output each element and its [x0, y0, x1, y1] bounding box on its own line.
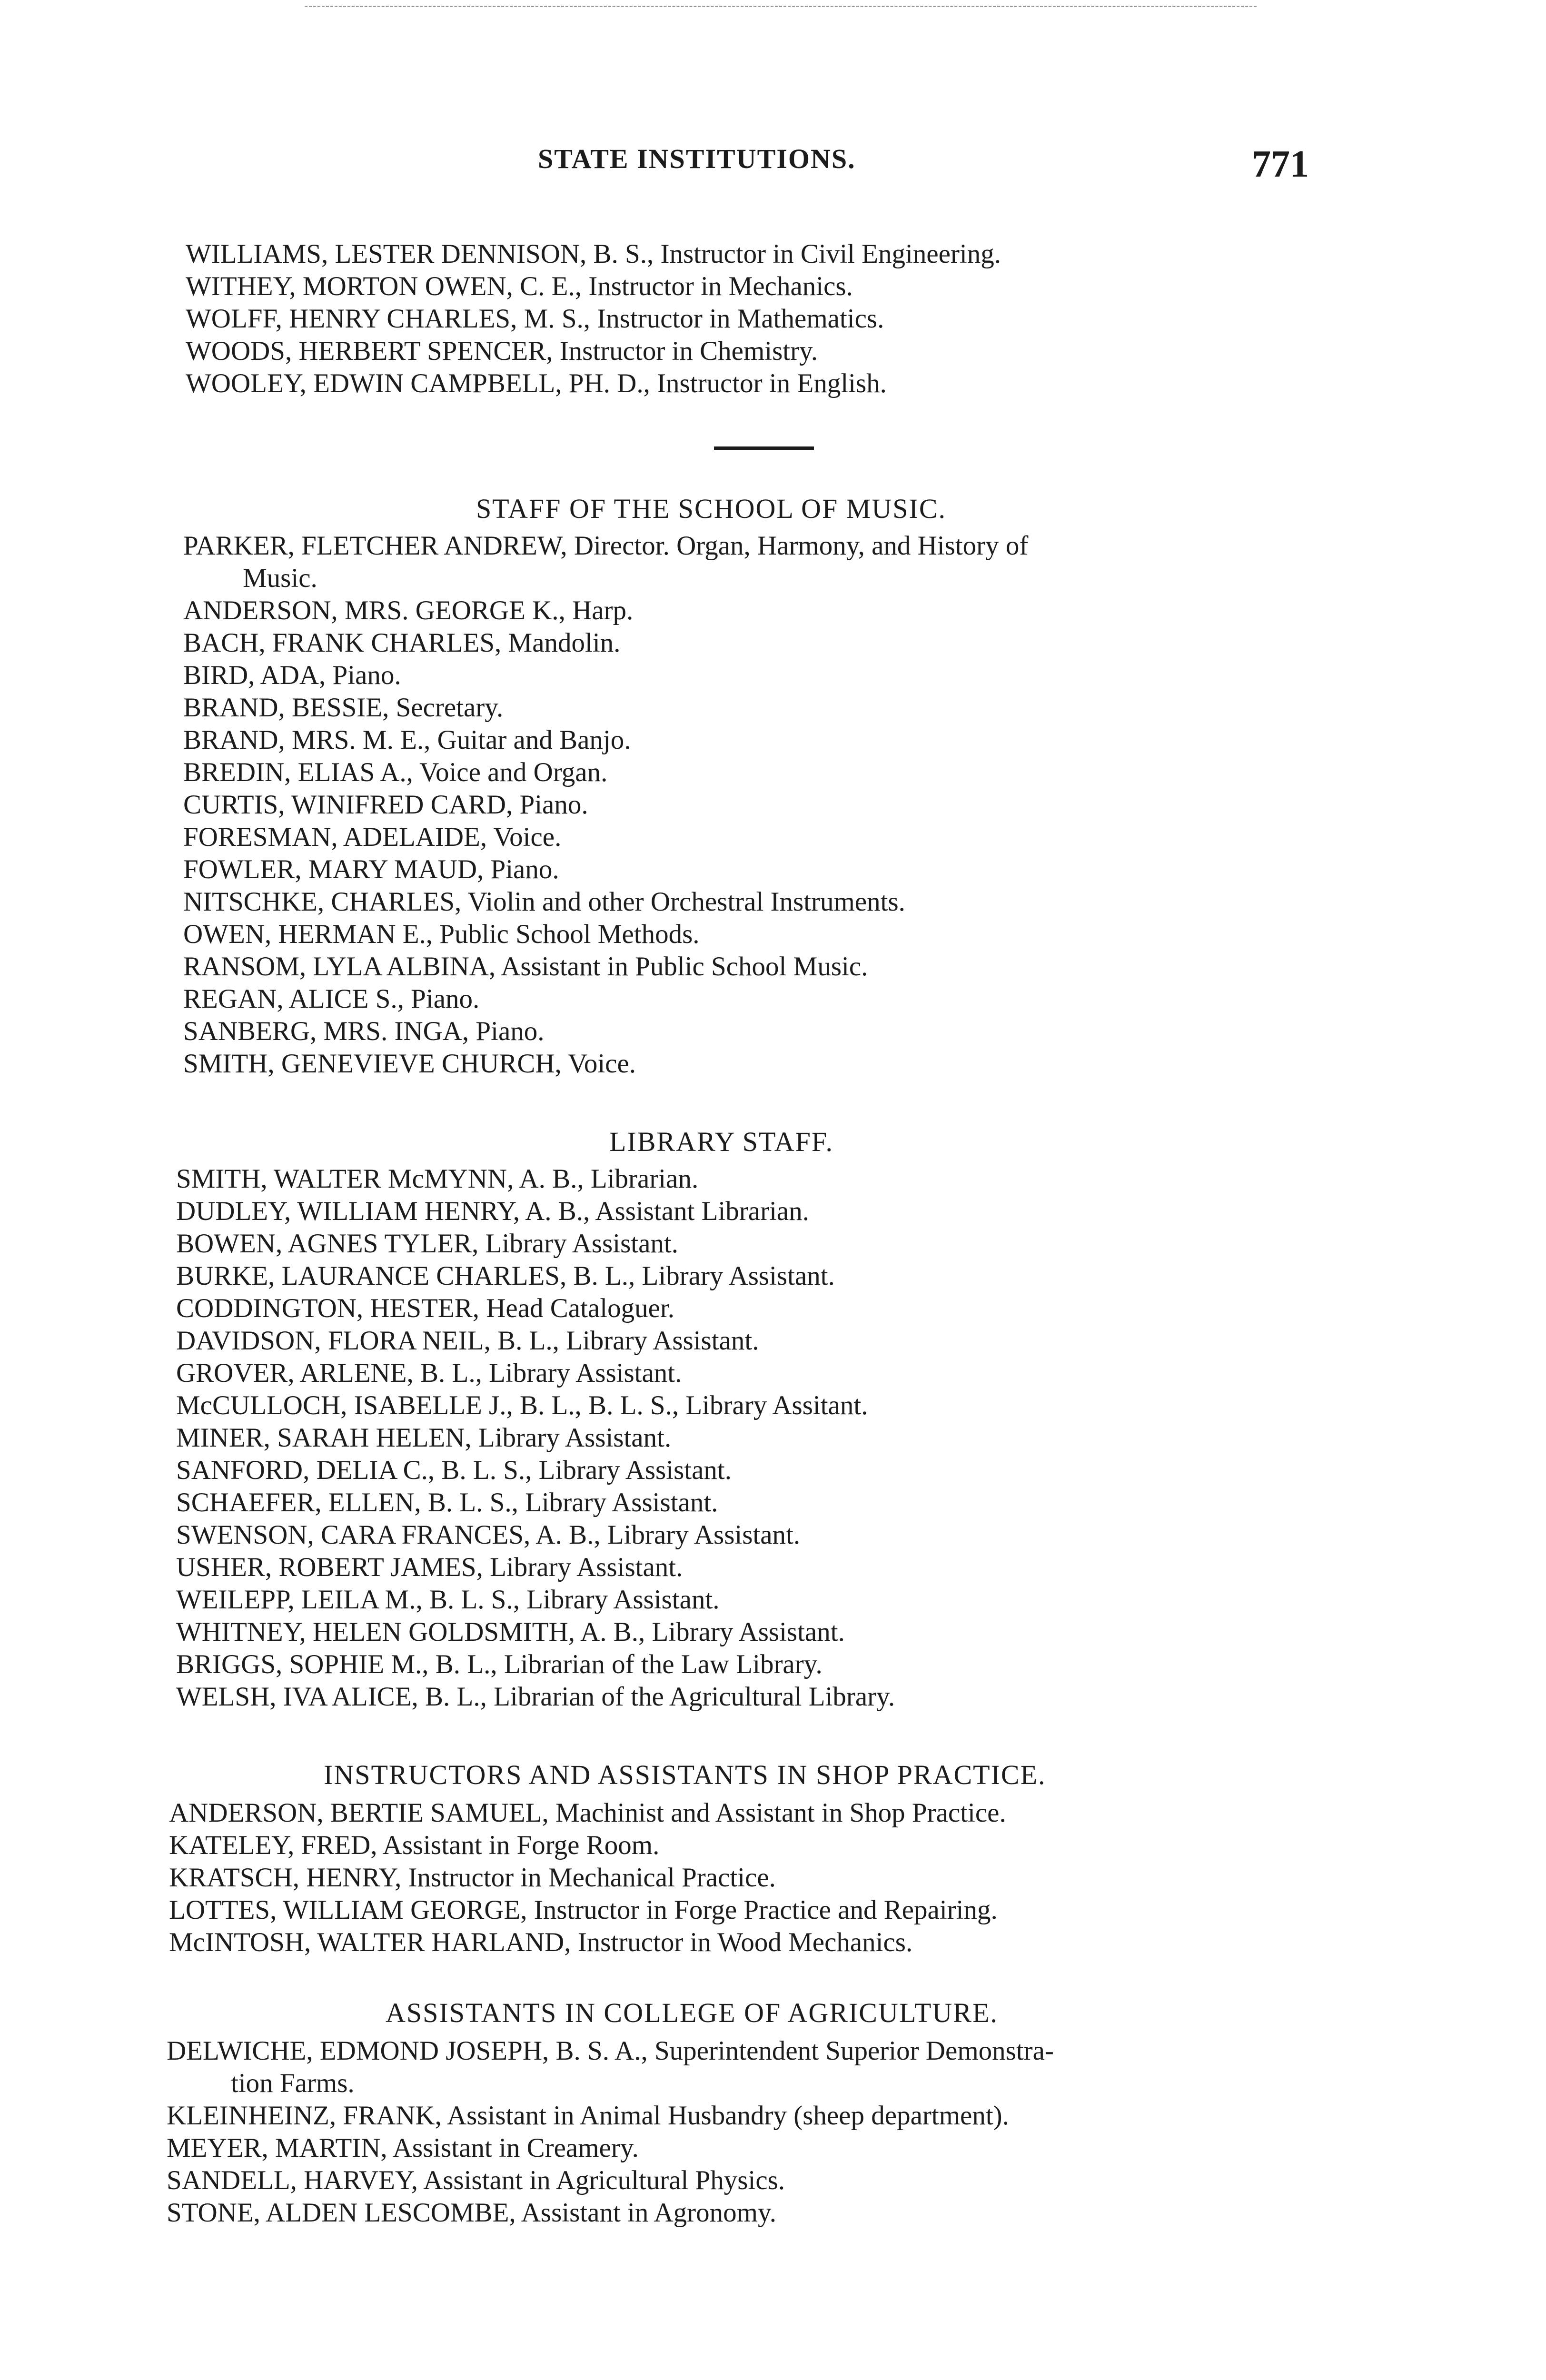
list-item: SANFORD, DELIA C., B. L. S., Library Assistant.: [176, 1455, 732, 1485]
list-item: BURKE, LAURANCE CHARLES, B. L., Library Assistant.: [176, 1261, 835, 1291]
list-item: NITSCHKE, CHARLES, Violin and other Orchestral Instruments.: [183, 887, 905, 917]
list-item: DAVIDSON, FLORA NEIL, B. L., Library Assistant.: [176, 1326, 759, 1356]
list-item: KLEINHEINZ, FRANK, Assistant in Animal Husbandry (sheep department).: [167, 2101, 1009, 2131]
list-item: McCULLOCH, ISABELLE J., B. L., B. L. S., Library Assitant.: [176, 1390, 868, 1420]
list-item: WITHEY, MORTON OWEN, C. E., Instructor in Mechanics.: [186, 271, 853, 301]
list-item: BRIGGS, SOPHIE M., B. L., Librarian of the Law Library.: [176, 1649, 823, 1679]
list-item: DELWICHE, EDMOND JOSEPH, B. S. A., Superintendent Superior Demonstra-: [167, 2036, 1054, 2066]
list-item: SMITH, GENEVIEVE CHURCH, Voice.: [183, 1049, 636, 1079]
list-item: ANDERSON, MRS. GEORGE K., Harp.: [183, 595, 634, 625]
list-item: WHITNEY, HELEN GOLDSMITH, A. B., Library Assistant.: [176, 1617, 845, 1647]
list-item: RANSOM, LYLA ALBINA, Assistant in Public School Music.: [183, 952, 868, 982]
agriculture-section-heading: ASSISTANTS IN COLLEGE OF AGRICULTURE.: [386, 1997, 998, 2028]
shop-section-heading: INSTRUCTORS AND ASSISTANTS IN SHOP PRACTICE.: [324, 1759, 1046, 1790]
page-top-rule: [305, 6, 1257, 7]
list-item: ANDERSON, BERTIE SAMUEL, Machinist and Assistant in Shop Practice.: [169, 1798, 1006, 1828]
list-item: FORESMAN, ADELAIDE, Voice.: [183, 822, 562, 852]
list-item: BRAND, MRS. M. E., Guitar and Banjo.: [183, 725, 631, 755]
list-item: SMITH, WALTER McMYNN, A. B., Librarian.: [176, 1164, 699, 1194]
list-item: WILLIAMS, LESTER DENNISON, B. S., Instructor in Civil Engineering.: [186, 239, 1001, 269]
list-item: CODDINGTON, HESTER, Head Cataloguer.: [176, 1293, 674, 1323]
list-item: WEILEPP, LEILA M., B. L. S., Library Assistant.: [176, 1585, 720, 1615]
library-section-heading: LIBRARY STAFF.: [609, 1126, 834, 1157]
list-item: SANDELL, HARVEY, Assistant in Agricultural Physics.: [167, 2165, 785, 2195]
running-head: STATE INSTITUTIONS.: [538, 143, 856, 174]
list-item: MEYER, MARTIN, Assistant in Creamery.: [167, 2133, 639, 2163]
list-item: McINTOSH, WALTER HARLAND, Instructor in Wood Mechanics.: [169, 1927, 913, 1957]
list-item: BOWEN, AGNES TYLER, Library Assistant.: [176, 1229, 678, 1259]
list-item: DUDLEY, WILLIAM HENRY, A. B., Assistant Librarian.: [176, 1196, 809, 1226]
list-item-continuation: Music.: [243, 563, 317, 593]
list-item: WELSH, IVA ALICE, B. L., Librarian of the Agricultural Library.: [176, 1682, 895, 1712]
list-item: OWEN, HERMAN E., Public School Methods.: [183, 919, 700, 949]
list-item: WOLFF, HENRY CHARLES, M. S., Instructor in Mathematics.: [186, 304, 884, 334]
list-item: SWENSON, CARA FRANCES, A. B., Library Assistant.: [176, 1520, 801, 1550]
list-item: LOTTES, WILLIAM GEORGE, Instructor in Forge Practice and Repairing.: [169, 1895, 998, 1925]
list-item: KATELEY, FRED, Assistant in Forge Room.: [169, 1830, 660, 1860]
list-item: WOOLEY, EDWIN CAMPBELL, PH. D., Instructor in English.: [186, 368, 887, 398]
list-item: SANBERG, MRS. INGA, Piano.: [183, 1016, 545, 1046]
list-item: FOWLER, MARY MAUD, Piano.: [183, 854, 559, 884]
list-item: BRAND, BESSIE, Secretary.: [183, 693, 504, 723]
section-divider: [714, 446, 814, 450]
list-item: PARKER, FLETCHER ANDREW, Director. Organ, Harmony, and History of: [183, 531, 1029, 561]
list-item: BACH, FRANK CHARLES, Mandolin.: [183, 628, 621, 658]
list-item: KRATSCH, HENRY, Instructor in Mechanical Practice.: [169, 1863, 776, 1893]
list-item: WOODS, HERBERT SPENCER, Instructor in Chemistry.: [186, 336, 818, 366]
list-item: MINER, SARAH HELEN, Library Assistant.: [176, 1423, 672, 1453]
list-item: CURTIS, WINIFRED CARD, Piano.: [183, 790, 588, 820]
page-number: 771: [1252, 143, 1309, 185]
list-item: STONE, ALDEN LESCOMBE, Assistant in Agronomy.: [167, 2198, 776, 2228]
list-item: GROVER, ARLENE, B. L., Library Assistant.: [176, 1358, 682, 1388]
music-section-heading: STAFF OF THE SCHOOL OF MUSIC.: [476, 493, 947, 524]
list-item: REGAN, ALICE S., Piano.: [183, 984, 480, 1014]
list-item-continuation: tion Farms.: [231, 2068, 355, 2098]
list-item: SCHAEFER, ELLEN, B. L. S., Library Assistant.: [176, 1488, 718, 1517]
list-item: BIRD, ADA, Piano.: [183, 660, 401, 690]
list-item: BREDIN, ELIAS A., Voice and Organ.: [183, 757, 608, 787]
list-item: USHER, ROBERT JAMES, Library Assistant.: [176, 1552, 683, 1582]
